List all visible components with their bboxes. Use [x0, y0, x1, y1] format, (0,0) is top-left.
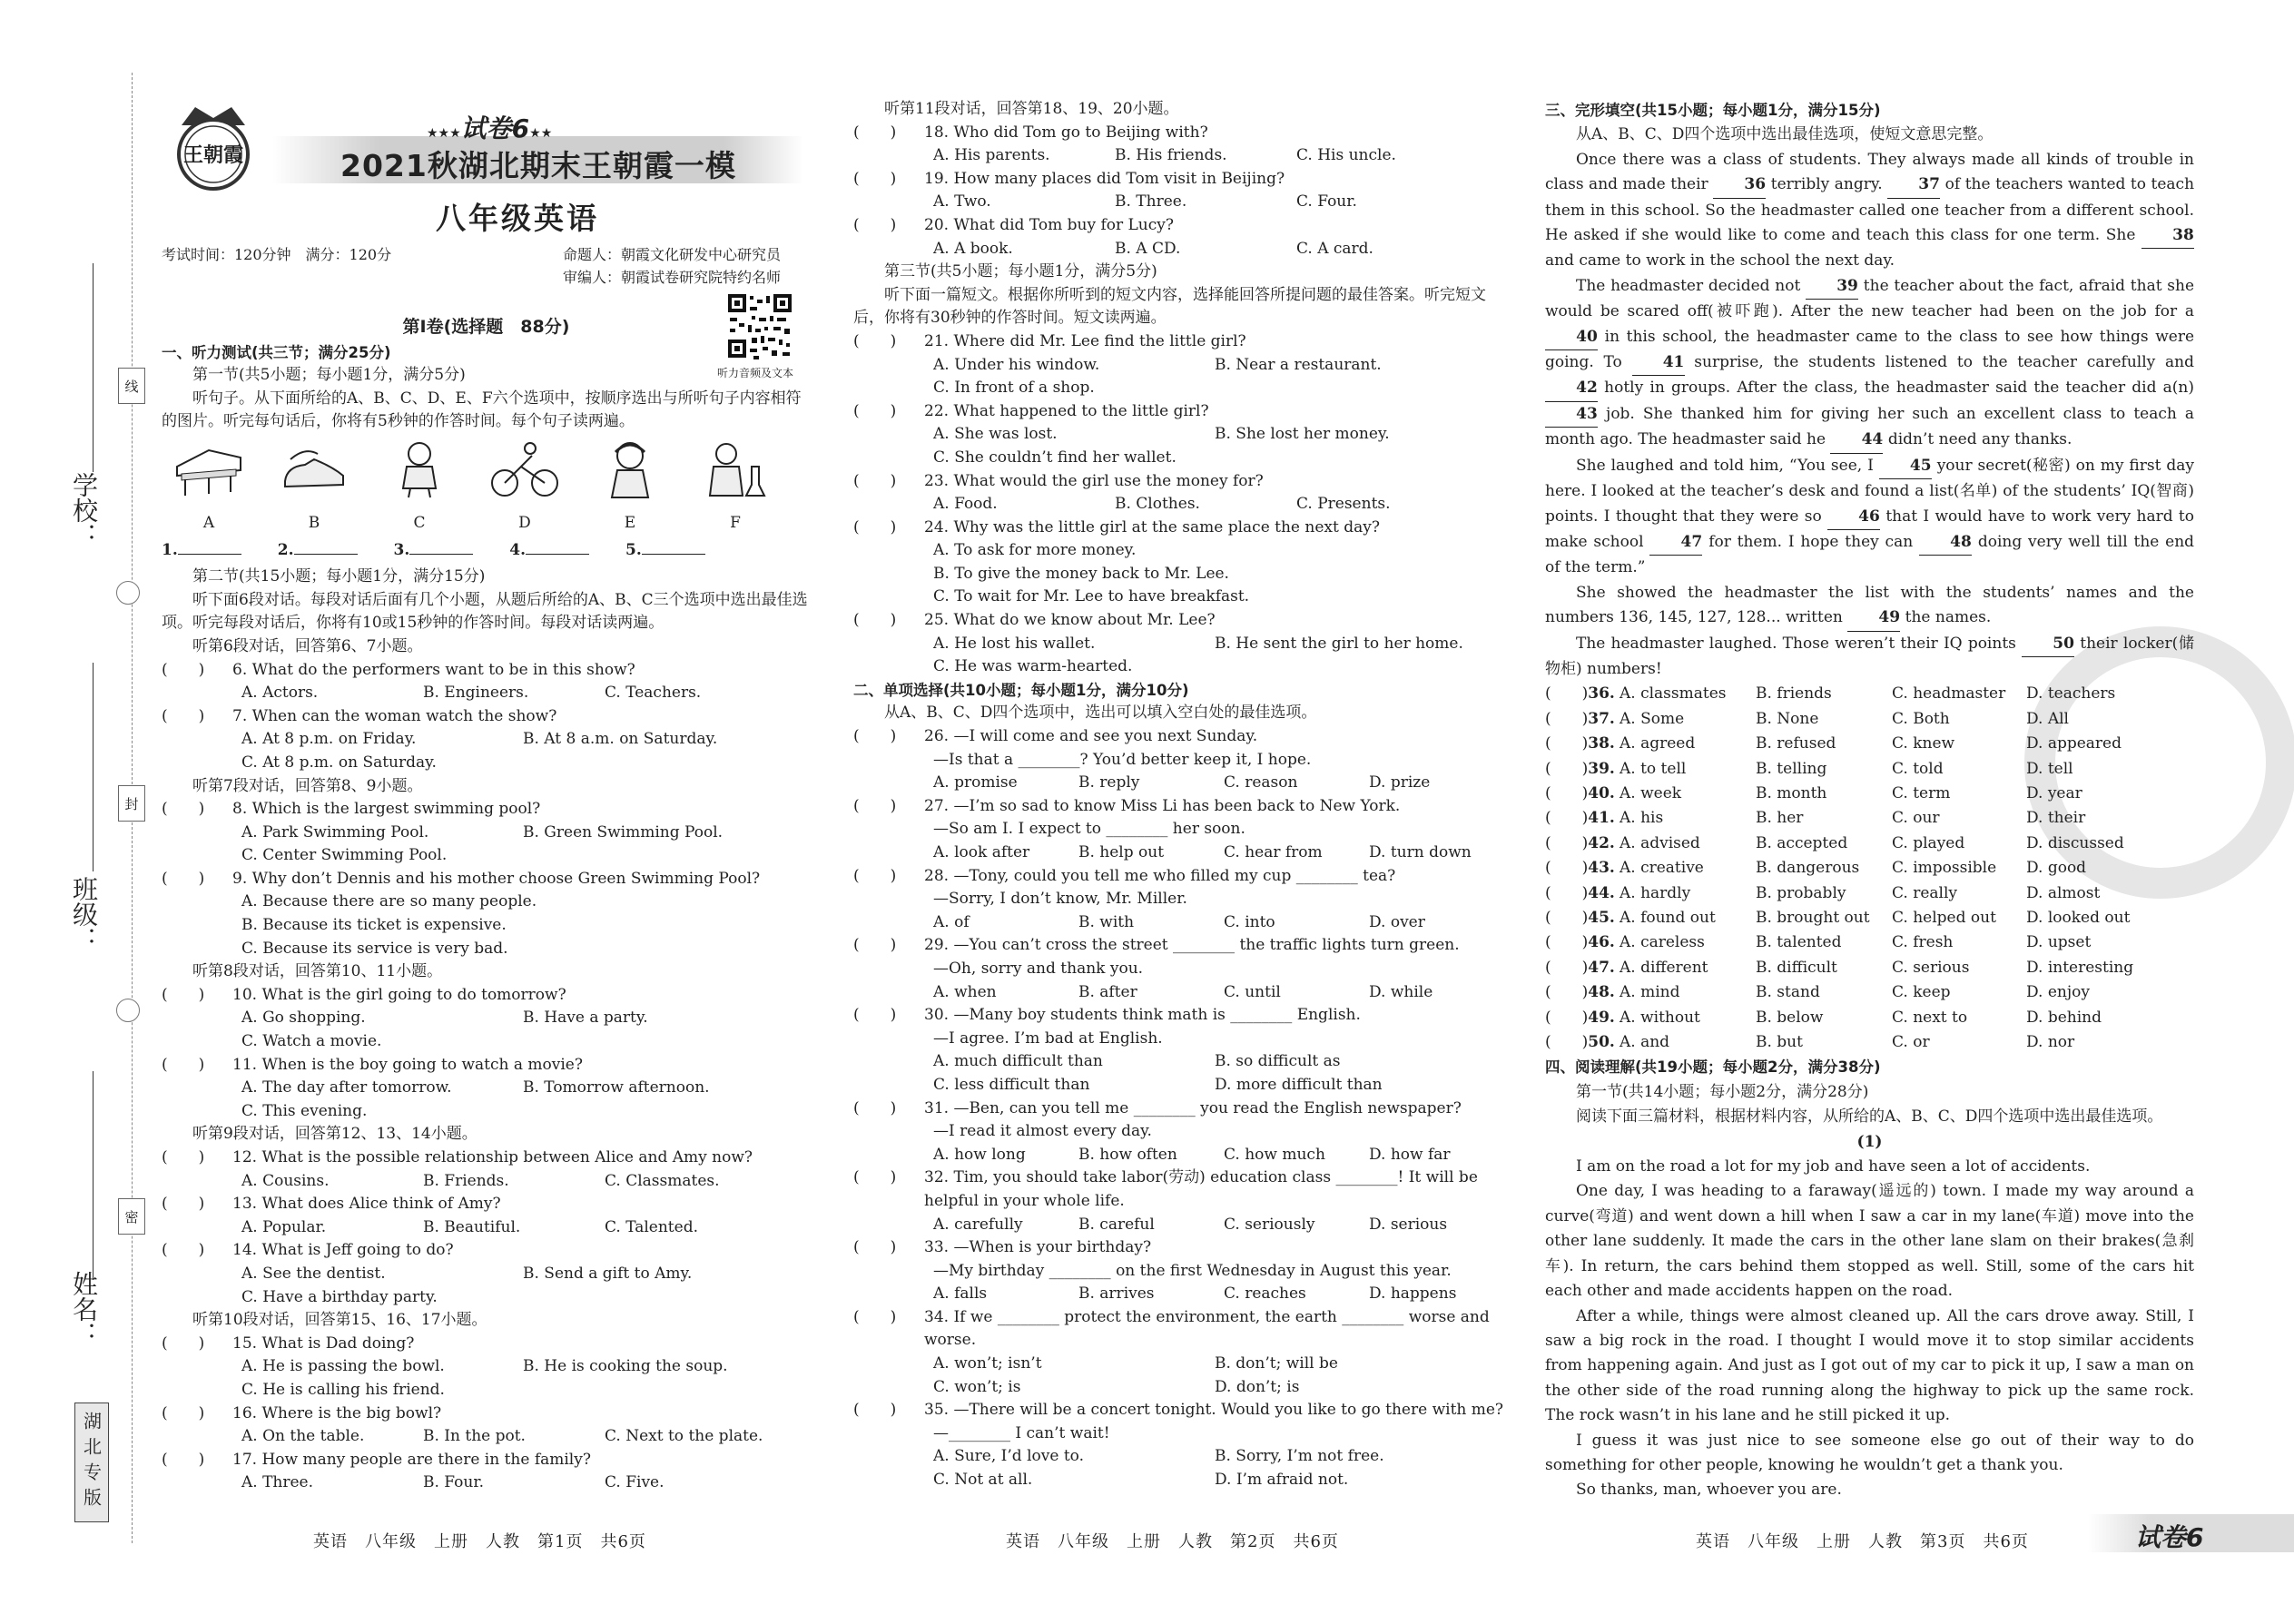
question-number: ( )44.: [1545, 883, 1615, 902]
shoes-picture: [276, 439, 352, 512]
instruction: 从A、B、C、D四个选项中，选出可以填入空白处的最佳选项。: [884, 704, 1317, 723]
options: A. A book. B. A CD. C. A card.: [933, 239, 1373, 258]
blank-49[interactable]: 49: [1847, 605, 1900, 631]
choice-option[interactable]: A. hardly: [1620, 883, 1691, 902]
blank-36[interactable]: 36: [1713, 172, 1766, 198]
options: A. Sure, I’d love to. B. Sorry, I’m not free.: [933, 1447, 1384, 1466]
choice-option[interactable]: B. stand: [1756, 983, 1820, 1002]
answer-blanks: [162, 539, 811, 563]
choice-option[interactable]: C. term: [1892, 783, 1951, 802]
question[interactable]: ( ) 34. If we ________ protect the environment, the earth ________ worse and worse.: [853, 1307, 1490, 1350]
blank-38[interactable]: 38: [2141, 223, 2194, 249]
exam-title: 2021秋湖北期末王朝霞一模: [340, 148, 736, 183]
choice-option[interactable]: A. to tell: [1620, 759, 1687, 778]
choice-option[interactable]: B. telling: [1756, 759, 1827, 778]
cloze-paragraph: She showed the headmaster the list with the students’ names and the numbers 136, 145, 127, 128... written 49 the names.: [1545, 581, 2194, 632]
options: A. Popular. B. Beautiful. C. Talented.: [241, 1217, 698, 1236]
picture-letter: A: [202, 513, 215, 532]
question-line: —Is that a ________? You’d better keep it, I hope.: [933, 750, 1312, 769]
options: A. carefully B. careful C. seriously D. serious: [933, 1215, 1448, 1234]
question-number: ( )43.: [1545, 859, 1615, 878]
blank-48[interactable]: 48: [1919, 530, 1972, 556]
column-3: [1545, 98, 2194, 1503]
section-heading: 一、听力测试(共三节；满分25分): [162, 343, 391, 361]
choice-option[interactable]: D. year: [2026, 783, 2082, 802]
class-write-line: [93, 663, 94, 871]
name-label: 姓名：: [69, 1271, 99, 1347]
page-footer-3: 英语 八年级 上册 人教 第3页 共6页: [1696, 1532, 2029, 1551]
question[interactable]: ( ) 10. What is the girl going to do tomorrow?: [162, 985, 566, 1004]
choice-option[interactable]: D. tell: [2026, 759, 2073, 778]
choice-option[interactable]: C. our: [1892, 809, 1940, 828]
question[interactable]: ( ) 21. Where did Mr. Lee find the little girl?: [853, 331, 1246, 350]
options: A. won’t; isn’t B. don’t; will be: [933, 1354, 1338, 1373]
choice-option[interactable]: C. Both: [1892, 709, 1950, 728]
options: C. Not at all. D. I’m afraid not.: [933, 1471, 1349, 1490]
options: A. To ask for more money.: [933, 541, 1137, 560]
question[interactable]: ( ) 32. Tim, you should take labor(劳动) education class ________! It will be helpful in your whole life.: [853, 1168, 1478, 1210]
reviewer: 审编人：朝霞试卷研究院特约名师: [563, 269, 782, 286]
picture-row: [162, 439, 811, 512]
brand-logo: [163, 98, 263, 198]
name-write-line: [93, 1071, 94, 1280]
options: A. look after B. help out C. hear from D. turn down: [933, 843, 1472, 861]
blank-44[interactable]: 44: [1830, 428, 1883, 453]
blank-45[interactable]: 45: [1879, 454, 1932, 479]
choice-option[interactable]: B. month: [1756, 783, 1827, 802]
choice-option[interactable]: D. discussed: [2026, 833, 2124, 852]
question[interactable]: ( ) 26. —I will come and see you next Sunday.: [853, 727, 1258, 746]
choice-option[interactable]: D. upset: [2026, 933, 2092, 952]
choice-row[interactable]: [1545, 930, 2194, 955]
question-number: ( )49.: [1545, 1008, 1615, 1027]
options: C. He is calling his friend.: [241, 1380, 445, 1399]
question-number: ( )42.: [1545, 833, 1615, 852]
options: C. Because its service is very bad.: [241, 939, 508, 958]
choice-option[interactable]: A. creative: [1620, 859, 1704, 878]
question[interactable]: ( ) 17. How many people are there in the family?: [162, 1450, 591, 1469]
options: C. He was warm-hearted.: [933, 657, 1133, 676]
piano-picture: [171, 439, 247, 512]
choice-option[interactable]: C. knew: [1892, 734, 1955, 753]
options: A. On the table. B. In the pot. C. Next to the plate.: [241, 1427, 763, 1446]
choice-row[interactable]: [1545, 1030, 2194, 1055]
blank-41[interactable]: 41: [1632, 350, 1685, 376]
options: A. Actors. B. Engineers. C. Teachers.: [241, 684, 702, 703]
question[interactable]: ( ) 27. —I’m so sad to know Miss Li has been back to New York.: [853, 796, 1401, 815]
question-line: —I agree. I’m bad at English.: [933, 1029, 1163, 1048]
options: A. At 8 p.m. on Friday. B. At 8 a.m. on Saturday.: [241, 730, 718, 749]
options: A. Food. B. Clothes. C. Presents.: [933, 495, 1391, 514]
choice-row[interactable]: [1545, 707, 2194, 732]
options: A. He is passing the bowl. B. He is cooking the soup.: [241, 1357, 728, 1376]
choice-option[interactable]: C. serious: [1892, 958, 1970, 977]
instruction: 听下面6段对话。每段对话后面有几个小题，从题后所给的A、B、C三个选项中选出最佳选项。听完每段对话后，你将有10或15秒钟的作答时间。每段对话读两遍。: [162, 590, 808, 633]
scientist-picture: [697, 439, 773, 512]
question[interactable]: ( ) 29. —You can’t cross the street ________ the traffic lights turn green.: [853, 936, 1460, 955]
question[interactable]: ( ) 24. Why was the little girl at the same place the next day?: [853, 517, 1380, 536]
choice-option[interactable]: A. found out: [1620, 909, 1716, 927]
reading-paragraph: So thanks, man, whoever you are.: [1576, 1481, 1842, 1500]
choice-option[interactable]: C. told: [1892, 759, 1944, 778]
choice-option[interactable]: A. classmates: [1620, 684, 1727, 704]
picture-letter: B: [308, 513, 320, 532]
cyclist-picture: [487, 439, 563, 512]
question[interactable]: ( ) 14. What is Jeff going to do?: [162, 1241, 454, 1260]
instruction: 从A、B、C、D四个选项中选出最佳选项，使短文意思完整。: [1576, 125, 1994, 144]
blank-40[interactable]: 40: [1545, 325, 1598, 350]
question[interactable]: ( ) 35. —There will be a concert tonight. Would you like to go there with me?: [853, 1401, 1504, 1420]
instruction: 听下面一篇短文。根据你所听到的短文内容，选择能回答所提问题的最佳答案。听完短文后，你将有30秒钟的作答时间。短文读两遍。: [853, 285, 1486, 328]
question[interactable]: ( ) 12. What is the possible relationship between Alice and Amy now?: [162, 1148, 753, 1166]
choice-option[interactable]: C. next to: [1892, 1008, 1968, 1027]
logo-text: 王朝霞: [182, 143, 244, 167]
picture-letter: C: [413, 513, 426, 532]
question-number: ( )36.: [1545, 684, 1615, 704]
question-line: —Oh, sorry and thank you.: [933, 959, 1144, 978]
choice-option[interactable]: C. played: [1892, 833, 1965, 852]
picture-letter: F: [730, 513, 741, 532]
page-footer-2: 英语 八年级 上册 人教 第2页 共6页: [1006, 1532, 1339, 1551]
choice-option[interactable]: C. fresh: [1892, 933, 1954, 952]
boy-picture: [381, 439, 458, 512]
options: C. At 8 p.m. on Saturday.: [241, 753, 437, 772]
choice-row[interactable]: [1545, 906, 2194, 930]
choice-option[interactable]: B. refused: [1756, 734, 1836, 753]
choice-row[interactable]: [1545, 1006, 2194, 1030]
qr-caption: 听力音频及文本: [717, 367, 794, 379]
options: A. The day after tomorrow. B. Tomorrow afternoon.: [241, 1078, 710, 1097]
choice-option[interactable]: B. brought out: [1756, 909, 1870, 927]
blank-46[interactable]: 46: [1827, 505, 1880, 530]
question-line: —My birthday ________ on the first Wednesday in August this year.: [933, 1261, 1452, 1280]
question[interactable]: ( ) 6. What do the performers want to be in this show?: [162, 660, 635, 679]
cloze-paragraph: The headmaster laughed. Those weren’t their IQ points 50 their locker(储物柜) numbers!: [1545, 632, 2194, 683]
choice-option[interactable]: D. enjoy: [2026, 983, 2090, 1002]
school-label: 学校：: [69, 472, 99, 548]
dialogue-intro: 听第7段对话，回答第8、9小题。: [192, 776, 423, 795]
choice-option[interactable]: D. teachers: [2026, 684, 2116, 704]
question[interactable]: ( ) 20. What did Tom buy for Lucy?: [853, 215, 1174, 234]
options: A. He lost his wallet. B. He sent the girl to her home.: [933, 634, 1463, 653]
section-heading: 四、阅读理解(共19小题；每小题2分，满分38分): [1545, 1058, 1881, 1077]
choice-option[interactable]: A. and: [1620, 1033, 1670, 1052]
choice-option[interactable]: B. probably: [1756, 883, 1846, 902]
question-number: ( )45.: [1545, 909, 1615, 927]
choice-option[interactable]: A. different: [1620, 958, 1708, 977]
question[interactable]: ( ) 9. Why don’t Dennis and his mother choose Green Swimming Pool?: [162, 869, 761, 888]
options: A. how long B. how often C. how much D. how far: [933, 1145, 1451, 1164]
options: A. Because there are so many people.: [241, 892, 537, 911]
question[interactable]: ( ) 23. What would the girl use the money for?: [853, 471, 1264, 490]
choice-option[interactable]: A. week: [1620, 783, 1682, 802]
answer-blank[interactable]: 2.: [278, 539, 358, 563]
options: A. Under his window. B. Near a restaurant.: [933, 355, 1382, 374]
options: A. See the dentist. B. Send a gift to Amy.: [241, 1264, 693, 1283]
reading-paragraph: I am on the road a lot for my job and have seen a lot of accidents.: [1576, 1157, 2091, 1176]
section-subheading: 第一节(共5小题；每小题1分，满分5分): [192, 366, 466, 385]
blank-37[interactable]: 37: [1887, 172, 1940, 198]
choice-option[interactable]: D. nor: [2026, 1033, 2075, 1052]
blank-39[interactable]: 39: [1806, 274, 1858, 300]
question-number: ( )41.: [1545, 809, 1615, 828]
choice-option[interactable]: C. or: [1892, 1033, 1930, 1052]
paper-tag: ★★★试卷6★★: [427, 113, 553, 143]
seal-mark-secret: 密: [118, 1198, 145, 1235]
dialogue-intro: 听第10段对话，回答第15、16、17小题。: [192, 1311, 487, 1330]
question-number: ( )47.: [1545, 958, 1615, 977]
choice-option[interactable]: A. without: [1620, 1008, 1700, 1027]
choice-option[interactable]: D. All: [2026, 709, 2069, 728]
choice-row[interactable]: [1545, 832, 2194, 856]
binding-hole: [116, 999, 140, 1022]
picture-letter: E: [624, 513, 636, 532]
dialogue-intro: 听第8段对话，回答第10、11小题。: [192, 962, 443, 981]
choice-option[interactable]: B. None: [1756, 709, 1819, 728]
region-badge: 湖北专版: [74, 1403, 109, 1522]
choice-option[interactable]: D. appeared: [2026, 734, 2122, 753]
blank-42[interactable]: 42: [1545, 376, 1598, 401]
reading-paragraph: I guess it was just nice to see someone else go out of their way to do something for other people, knowing he wouldn’t get a thank you.: [1545, 1431, 2194, 1474]
question-line: —I read it almost every day.: [933, 1122, 1152, 1141]
question[interactable]: ( ) 18. Who did Tom go to Beijing with?: [853, 123, 1208, 142]
question-line: —________ I can’t wait!: [933, 1423, 1110, 1442]
options: A. Two. B. Three. C. Four.: [933, 192, 1357, 212]
question[interactable]: ( ) 33. —When is your birthday?: [853, 1238, 1152, 1257]
answer-blank[interactable]: 5.: [625, 539, 705, 563]
options: C. Have a birthday party.: [241, 1287, 438, 1306]
choice-row[interactable]: [1545, 956, 2194, 980]
question[interactable]: ( ) 31. —Ben, can you tell me ________ you read the English newspaper?: [853, 1098, 1462, 1117]
options: C. In front of a shop.: [933, 379, 1095, 398]
binding-hole: [116, 581, 140, 605]
choice-option[interactable]: B. friends: [1756, 684, 1832, 704]
reading-paragraph: One day, I was heading to a faraway(遥远的) town. I made my way around a curve(弯道) and went down a hill when I saw a car in my lane(车道) move into the other lane suddenly. It made the cars in the other lane slam on their brakes(急刹车). In return, the cars behind them stopped as well. Still, some of the cars hit each other and made accidents happen on the road.: [1545, 1182, 2194, 1301]
section-subheading: 第三节(共5小题；每小题1分，满分5分): [884, 262, 1157, 281]
answer-blank[interactable]: 1.: [162, 539, 241, 563]
instruction: 听句子。从下面所给的A、B、C、D、E、F六个选项中，按顺序选出与所听句子内容相符的图片。听完每句话后，你将有5秒钟的作答时间。每个句子读两遍。: [162, 389, 802, 431]
question[interactable]: ( ) 15. What is Dad doing?: [162, 1334, 415, 1353]
options: C. To wait for Mr. Lee to have breakfast.: [933, 587, 1250, 606]
seal-mark-line: 线: [118, 368, 145, 404]
options: C. This evening.: [241, 1101, 368, 1120]
choice-option[interactable]: B. her: [1756, 809, 1804, 828]
question[interactable]: ( ) 28. —Tony, could you tell me who filled my cup ________ tea?: [853, 866, 1396, 885]
options: B. To give the money back to Mr. Lee.: [933, 564, 1229, 583]
blank-50[interactable]: 50: [2022, 632, 2074, 657]
choice-option[interactable]: C. headmaster: [1892, 684, 2006, 704]
question-line: —Sorry, I don’t know, Mr. Miller.: [933, 890, 1187, 909]
options: A. Park Swimming Pool. B. Green Swimming Pool.: [241, 822, 724, 842]
question[interactable]: ( ) 25. What do we know about Mr. Lee?: [853, 611, 1216, 630]
choice-option[interactable]: B. but: [1756, 1033, 1803, 1052]
passage-number: (1): [1856, 1132, 1883, 1151]
options: A. Three. B. Four. C. Five.: [241, 1473, 665, 1492]
choice-row[interactable]: [1545, 732, 2194, 756]
answer-blank[interactable]: 4.: [509, 539, 589, 563]
question-number: ( )48.: [1545, 983, 1615, 1002]
section-subheading: 第二节(共15小题；每小题1分，满分15分): [192, 567, 486, 586]
choice-row[interactable]: [1545, 881, 2194, 906]
question-number: ( )38.: [1545, 734, 1615, 753]
question[interactable]: ( ) 30. —Many boy students think math is ________ English.: [853, 1006, 1361, 1025]
options: C. less difficult than D. more difficult than: [933, 1075, 1383, 1094]
choice-option[interactable]: D. their: [2026, 809, 2086, 828]
page-footer-1: 英语 八年级 上册 人教 第1页 共6页: [313, 1532, 646, 1551]
choice-option[interactable]: B. accepted: [1756, 833, 1848, 852]
cloze-choices: [1545, 682, 2194, 1055]
cloze-paragraph: The headmaster decided not 39 the teacher about the fact, afraid that she would be scared off(被吓跑). After the new teacher had been on the job for a 40 in this school, the headmaster came to the class to see how things were going. To 41 surprise, the students listened to the teacher carefully and 42 hotly in groups. After the class, the headmaster said the teacher did a(n) 43 job. She thanked him for giving her such an excellent class to teach a month ago. The headmaster said he 44 didn’t need any thanks.: [1545, 274, 2194, 454]
dialogue-intro: 听第11段对话，回答第18、19、20小题。: [884, 100, 1179, 118]
class-label: 班级：: [69, 876, 99, 952]
school-write-line: [93, 263, 94, 472]
choice-row[interactable]: [1545, 806, 2194, 831]
choice-option[interactable]: A. agreed: [1620, 734, 1696, 753]
options: C. won’t; is D. don’t; is: [933, 1377, 1300, 1396]
choice-option[interactable]: C. keep: [1892, 983, 1951, 1002]
choice-option[interactable]: D. good: [2026, 859, 2087, 878]
instruction: 阅读下面三篇材料，根据材料内容，从所给的A、B、C、D四个选项中选出最佳选项。: [1576, 1107, 2163, 1127]
blank-47[interactable]: 47: [1649, 530, 1702, 556]
choice-option[interactable]: D. almost: [2026, 883, 2101, 902]
choice-option[interactable]: A. mind: [1620, 983, 1680, 1002]
options: B. Because its ticket is expensive.: [241, 916, 507, 935]
choice-option[interactable]: B. talented: [1756, 933, 1842, 952]
question-number: ( )37.: [1545, 709, 1615, 728]
choice-option[interactable]: C. impossible: [1892, 859, 1997, 878]
column-2: [853, 98, 1507, 1492]
choice-row[interactable]: [1545, 757, 2194, 782]
footer-paper-tag: 试卷6: [2135, 1522, 2204, 1552]
question-number: ( )40.: [1545, 783, 1615, 802]
choice-option[interactable]: A. his: [1620, 809, 1664, 828]
question-number: ( )50.: [1545, 1033, 1615, 1052]
question[interactable]: ( ) 16. Where is the big bowl?: [162, 1403, 442, 1422]
options: A. of B. with C. into D. over: [933, 912, 1425, 931]
choice-option[interactable]: D. behind: [2026, 1008, 2102, 1027]
dialogue-intro: 听第6段对话，回答第6、7小题。: [192, 636, 423, 655]
choice-option[interactable]: D. looked out: [2026, 909, 2131, 927]
choice-option[interactable]: A. advised: [1620, 833, 1700, 852]
choice-option[interactable]: C. helped out: [1892, 909, 1996, 927]
choice-option[interactable]: B. difficult: [1756, 958, 1837, 977]
cloze-paragraph: Once there was a class of students. They always made all kinds of trouble in class and made their 36 terribly angry. 37 of the teachers wanted to teach them in this school. So the headmaster called one teacher from a different school. He asked if she would like to come and teach this class for one term. She 38 and came to work in the school the next day.: [1545, 150, 2195, 271]
section-subheading: 第一节(共14小题；每小题2分，满分28分): [1576, 1082, 1869, 1101]
question[interactable]: ( ) 8. Which is the largest swimming pool?: [162, 800, 541, 819]
options: A. when B. after C. until D. while: [933, 982, 1433, 1001]
options: C. Watch a movie.: [241, 1032, 382, 1051]
question[interactable]: ( ) 11. When is the boy going to watch a movie?: [162, 1055, 583, 1074]
options: A. much difficult than B. so difficult as: [933, 1052, 1341, 1071]
cloze-paragraph: She laughed and told him, “You see, I 45 your secret(秘密) on my first day here. I looked at the teacher’s desk and found a list(名单) of the students’ IQ(智商) points. I thought that they were so 46 that I would have to work very hard to make school 47 for them. I hope they can 48 doing very well till the end of the term.”: [1545, 454, 2194, 581]
question-number: ( )39.: [1545, 759, 1615, 778]
answer-blank[interactable]: 3.: [394, 539, 474, 563]
question[interactable]: ( ) 13. What does Alice think of Amy?: [162, 1195, 501, 1214]
woman-picture: [592, 439, 668, 512]
section-heading: 二、单项选择(共10小题；每小题1分，满分10分): [853, 681, 1189, 699]
part-title: 第Ⅰ卷(选择题 88分): [402, 317, 570, 337]
blank-43[interactable]: 43: [1545, 402, 1598, 428]
options: A. She was lost. B. She lost her money.: [933, 425, 1390, 444]
options: C. She couldn’t find her wallet.: [933, 448, 1177, 467]
exam-time: 考试时间：120分钟 满分：120分: [162, 246, 392, 263]
setter: 命题人：朝霞文化研发中心研究员: [563, 246, 782, 263]
seal-mark-seal: 封: [118, 785, 145, 822]
choice-option[interactable]: C. really: [1892, 883, 1958, 902]
choice-option[interactable]: A. Some: [1620, 709, 1685, 728]
question[interactable]: ( ) 22. What happened to the little girl?: [853, 401, 1209, 420]
picture-letter: D: [518, 513, 531, 532]
options: A. promise B. reply C. reason D. prize: [933, 773, 1431, 792]
options: A. His parents. B. His friends. C. His uncle.: [933, 146, 1396, 165]
dialogue-intro: 听第9段对话，回答第12、13、14小题。: [192, 1125, 478, 1144]
choice-row[interactable]: [1545, 856, 2194, 881]
question-line: —So am I. I expect to ________ her soon.: [933, 820, 1245, 839]
question-number: ( )46.: [1545, 933, 1615, 952]
reading-paragraph: After a while, things were almost cleaned up. All the cars drove away. Still, I saw a big rock in the road. I thought I would move it to stop similar accidents from happening again. And just as I got out of my car to pick it up, I saw a man on the other side of the road running along the highway to pick up the same rock. The rock wasn’t in his lane and he still picked it up.: [1545, 1306, 2194, 1425]
options: C. Center Swimming Pool.: [241, 846, 448, 865]
question[interactable]: ( ) 19. How many places did Tom visit in Beijing?: [853, 169, 1285, 188]
choice-row[interactable]: [1545, 782, 2194, 806]
choice-option[interactable]: B. below: [1756, 1008, 1824, 1027]
options: A. Cousins. B. Friends. C. Classmates.: [241, 1171, 720, 1190]
choice-option[interactable]: D. interesting: [2026, 958, 2134, 977]
question[interactable]: ( ) 7. When can the woman watch the show?: [162, 706, 557, 725]
choice-row[interactable]: [1545, 682, 2194, 706]
choice-row[interactable]: [1545, 980, 2194, 1005]
options: A. Go shopping. B. Have a party.: [241, 1009, 648, 1028]
options: A. falls B. arrives C. reaches D. happens: [933, 1284, 1457, 1304]
choice-option[interactable]: A. careless: [1620, 933, 1705, 952]
picture-letters: [162, 512, 811, 536]
column-1: [162, 316, 811, 1495]
section-heading: 三、完形填空(共15小题；每小题1分，满分15分): [1545, 102, 1881, 119]
exam-subject: 八年级英语: [436, 201, 599, 236]
choice-option[interactable]: B. dangerous: [1756, 859, 1860, 878]
